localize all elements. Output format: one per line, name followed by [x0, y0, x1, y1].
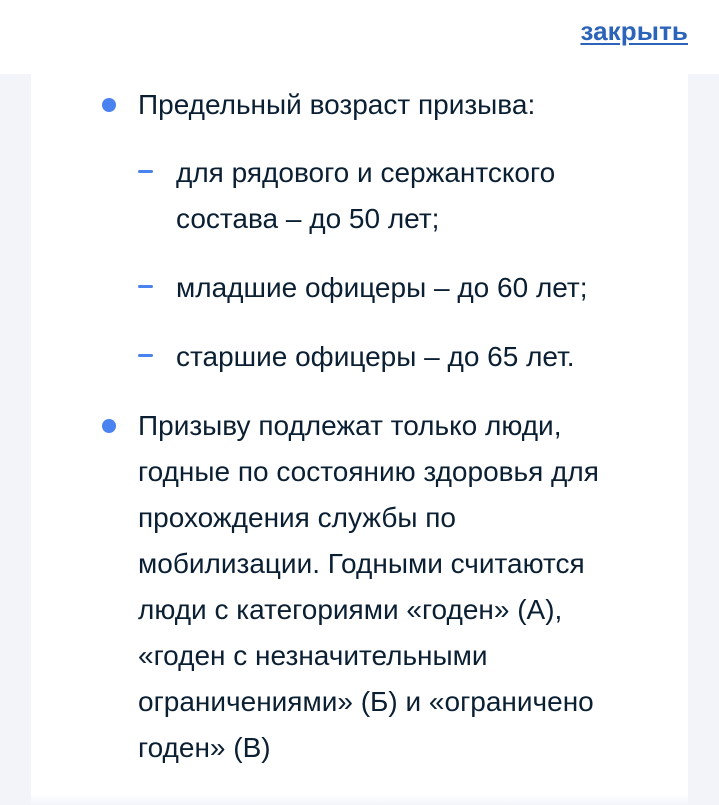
dash-icon	[138, 170, 153, 173]
list-item-text: Предельный возраст призыва:	[138, 89, 536, 120]
sublist-item-text: старшие офицеры – до 65 лет.	[176, 341, 575, 372]
info-card	[31, 74, 688, 805]
close-link[interactable]: закрыть	[580, 16, 688, 46]
sublist-item-text: младшие офицеры – до 60 лет;	[176, 272, 588, 303]
dash-icon	[138, 354, 153, 357]
top-bar	[0, 0, 719, 74]
dash-icon	[138, 285, 153, 288]
sublist-item-text: для рядового и сержантского состава – до 50 лет;	[176, 157, 556, 234]
bottom-fade	[0, 795, 719, 805]
list-item-text: Призыву подлежат только люди, годные по состоянию здоровья для прохождения службы по мобилизации. Годными считаются люди с категориями «годен» (А), «годен с незначительными ограничениями» (Б) и «ограничено годен» (В)	[138, 410, 599, 763]
bullet-icon	[102, 98, 116, 112]
bullet-icon	[102, 419, 116, 433]
